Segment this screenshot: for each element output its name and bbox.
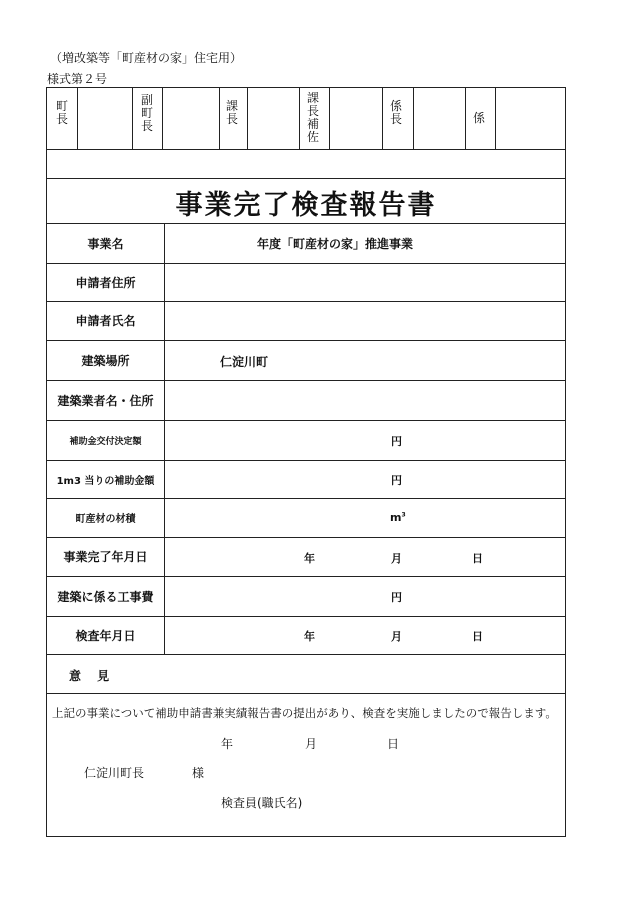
- report-statement: 上記の事業について補助申請書兼実績報告書の提出があり、検査を実施しましたので報告します。: [52, 706, 557, 720]
- approval-section-chief: 課長: [225, 99, 238, 126]
- form-note: （増改築等「町産材の家」住宅用）: [50, 51, 243, 65]
- page-title: 事業完了検査報告書: [175, 189, 437, 221]
- label-construction-cost: 建築に係る工事費: [57, 589, 154, 604]
- inspection-year: 年: [304, 630, 315, 643]
- unit-construction-cost: 円: [391, 591, 402, 604]
- unit-subsidy-decided: 円: [391, 435, 402, 448]
- report-year: 年: [221, 737, 234, 751]
- label-completion-date: 事業完了年月日: [63, 550, 148, 564]
- approval-unit-chief: 係長: [389, 99, 402, 126]
- unit-wood-volume: $m^3$: [390, 511, 406, 524]
- form-number: 様式第２号: [47, 72, 108, 86]
- label-wood-volume: 町産材の材積: [75, 514, 136, 525]
- approval-assistant-chief: 課長補佐: [306, 91, 319, 144]
- report-month: 月: [305, 737, 318, 751]
- label-inspection-date: 検査年月日: [75, 628, 136, 643]
- label-builder: 建築業者名・住所: [57, 393, 154, 408]
- value-project-name: 年度「町産材の家」推進事業: [257, 237, 414, 251]
- inspection-month: 月: [391, 630, 402, 643]
- unit-per-m3: 円: [391, 474, 402, 487]
- completion-day: 日: [472, 552, 483, 565]
- label-applicant-address: 申請者住所: [75, 275, 136, 290]
- label-applicant-name: 申請者氏名: [75, 314, 136, 328]
- completion-month: 月: [391, 552, 402, 565]
- opinion-label: 意 見: [69, 669, 110, 683]
- approval-staff: 係: [472, 111, 485, 125]
- value-build-place: 仁淀川町: [220, 355, 269, 369]
- approval-town-mayor: 町長: [55, 99, 68, 126]
- label-per-m3: 1m3 当りの補助金額: [56, 475, 155, 487]
- honorific: 様: [192, 766, 205, 780]
- completion-year: 年: [304, 552, 315, 565]
- inspector-label: 検査員(職氏名): [221, 796, 303, 810]
- label-project-name: 事業名: [87, 236, 124, 251]
- approval-deputy-mayor: 副町長: [140, 93, 153, 133]
- report-form: [46, 87, 566, 837]
- report-day: 日: [387, 737, 400, 751]
- addressee: 仁淀川町長: [84, 766, 145, 780]
- inspection-day: 日: [472, 630, 483, 643]
- label-subsidy-decided: 補助金交付決定額: [69, 436, 142, 447]
- label-build-place: 建築場所: [81, 353, 130, 368]
